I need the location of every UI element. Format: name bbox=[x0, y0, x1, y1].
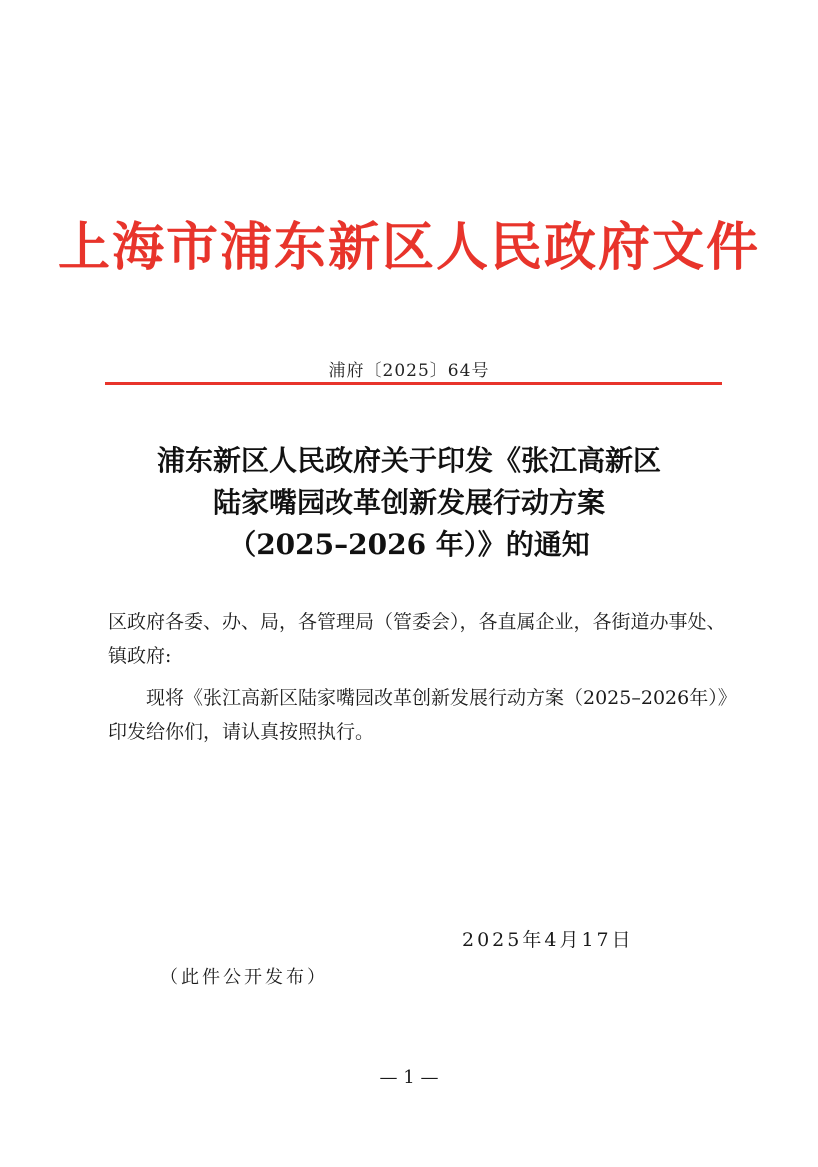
document-masthead: 上海市浦东新区人民政府文件 bbox=[57, 217, 760, 278]
title-line-3: （2025–2026 年）》的通知 bbox=[228, 528, 590, 561]
title-line-2: 陆家嘴园改革创新发展行动方案 bbox=[212, 486, 605, 519]
salutation: 区政府各委、办、局，各管理局（管委会），各直属企业，各街道办事处、镇政府: bbox=[108, 611, 726, 667]
page-number: — 1 — bbox=[379, 1067, 439, 1088]
document-title bbox=[0, 440, 818, 566]
issue-date: 2025年4月17日 bbox=[462, 929, 634, 951]
title-line-1: 浦东新区人民政府关于印发《张江高新区 bbox=[156, 444, 661, 477]
document-number: 浦府〔2025〕64号 bbox=[328, 361, 490, 381]
publish-note: （此件公开发布） bbox=[160, 967, 328, 988]
red-divider-line bbox=[105, 382, 722, 385]
body-paragraph: 现将《张江高新区陆家嘴园改革创新发展行动方案（2025–2026年）》印发给你们，请认真按照执行。 bbox=[108, 687, 728, 743]
